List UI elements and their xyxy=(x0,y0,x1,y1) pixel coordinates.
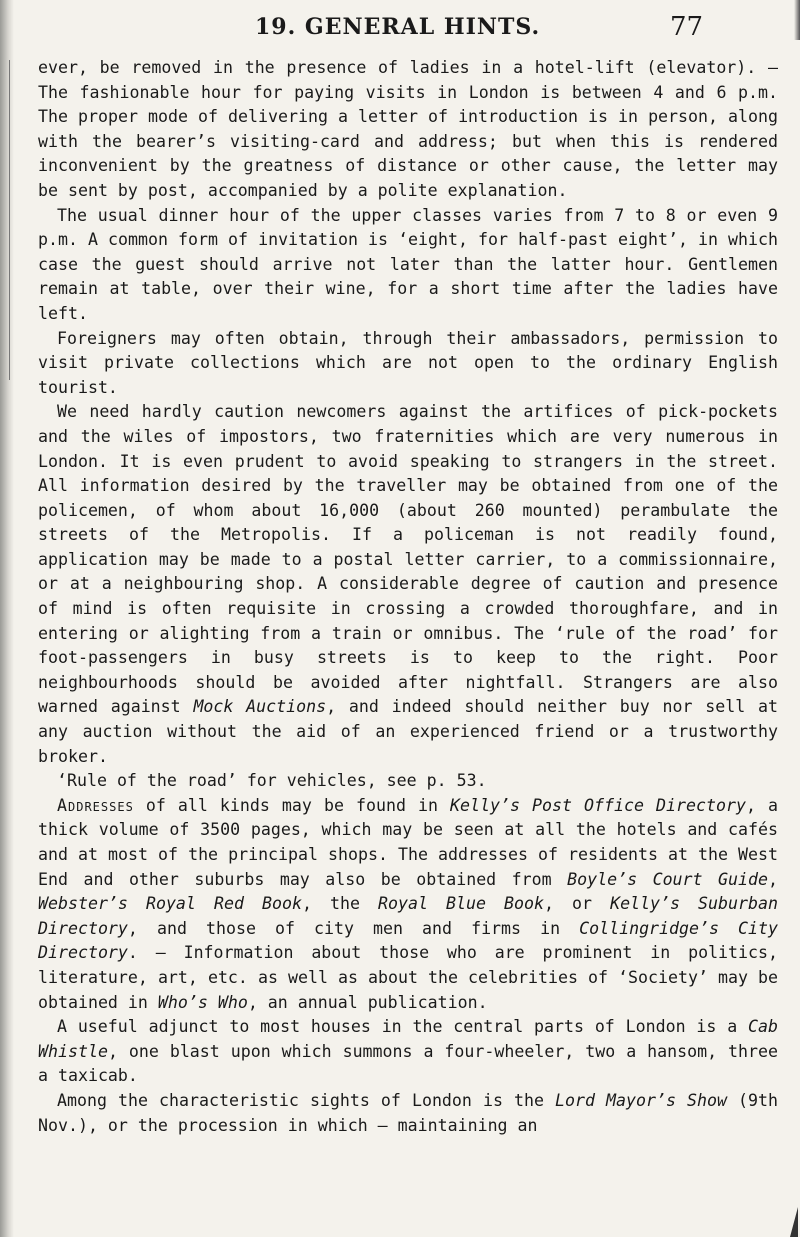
paragraph-addresses: Addresses of all kinds may be found in Kelly’s Post Office Directory, a thick volume of 3500 pages, which may be seen at all the hotels and cafés and at most of the principal shops. The addresses of residents at the West End and other suburbs may also be obtained from Boyle’s Court Guide, Webster’s Royal Red Book, the Royal Blue Book, or Kelly’s Suburban Directory, and those of city men and firms in Collingridge’s City Directory. — Information about those who are prominent in politics, literature, art, etc. as well as about the celebrities of ‘Society’ may be obtained in Who’s Who, an annual publication. xyxy=(38,795,779,1012)
page-number: 77 xyxy=(670,12,704,42)
page-edge xyxy=(794,0,800,40)
section-lead: Addresses xyxy=(57,795,134,815)
paragraph-foreigners: Foreigners may often obtain, through their ambassadors, permission to visit private collections which are not open to the ordinary English tourist. xyxy=(38,328,778,397)
paragraph-cab-whistle: A useful adjunct to most houses in the central parts of London is a Cab Whistle, one blast upon which summons a four-wheeler, two a hansom, three a taxicab. xyxy=(38,1017,778,1086)
italic-term: Mock Auctions xyxy=(193,697,327,717)
running-head: 19. GENERAL HINTS. xyxy=(255,14,541,40)
page-body xyxy=(38,56,778,1138)
paragraph-lord-mayor: Among the characteristic sights of London is the Lord Mayor’s Show (9th Nov.), or the procession in which — maintaining an xyxy=(38,1090,778,1135)
paragraph-dinner: The usual dinner hour of the upper classes varies from 7 to 8 or even 9 p.m. A common form of invitation is ‘eight, for half-past eight’, in which case the guest should arrive not later than the latter hour. Gentlemen remain at table, over their wine, for a short time after the ladies have left. xyxy=(38,205,778,323)
binding-line xyxy=(9,60,10,380)
page-corner-mark xyxy=(790,1207,798,1237)
paragraph-rule-of-road: ‘Rule of the road’ for vehicles, see p. 53. xyxy=(57,771,487,791)
paragraph-etiquette: ever, be removed in the presence of ladies in a hotel-lift (elevator). — The fashionable hour for paying visits in London is between 4 and 6 p.m. The proper mode of delivering a letter of introduction is in person, along with the bearer’s visiting-card and address; but when this is rendered inconvenient by the greatness of distance or other cause, the letter may be sent by post, accompanied by a polite explanation. xyxy=(38,58,778,200)
paragraph-caution: We need hardly caution newcomers against the artifices of pick-pockets and the wiles of impostors, two fraternities which are very numerous in London. It is even prudent to avoid speaking to strangers in the street. All information desired by the traveller may be obtained from one of the policemen, of whom about 16,000 (about 260 mounted) perambulate the streets of the Metropolis. If a policeman is not readily found, application may be made to a postal letter carrier, to a commissionnaire, or at a neighbouring shop. A considerable degree of caution and presence of mind is often requisite in crossing a crowded thoroughfare, and in entering or alighting from a train or omnibus. The ‘rule of the road’ for foot-passengers in busy streets is to keep to the right. Poor neighbourhoods should be avoided after nightfall. Strangers are also warned against Mock Auctions, and indeed should neither buy nor sell at any auction without the aid of an experienced friend or a trustworthy broker. xyxy=(38,402,778,766)
binding-shadow xyxy=(0,0,14,1237)
page-header xyxy=(40,8,760,48)
